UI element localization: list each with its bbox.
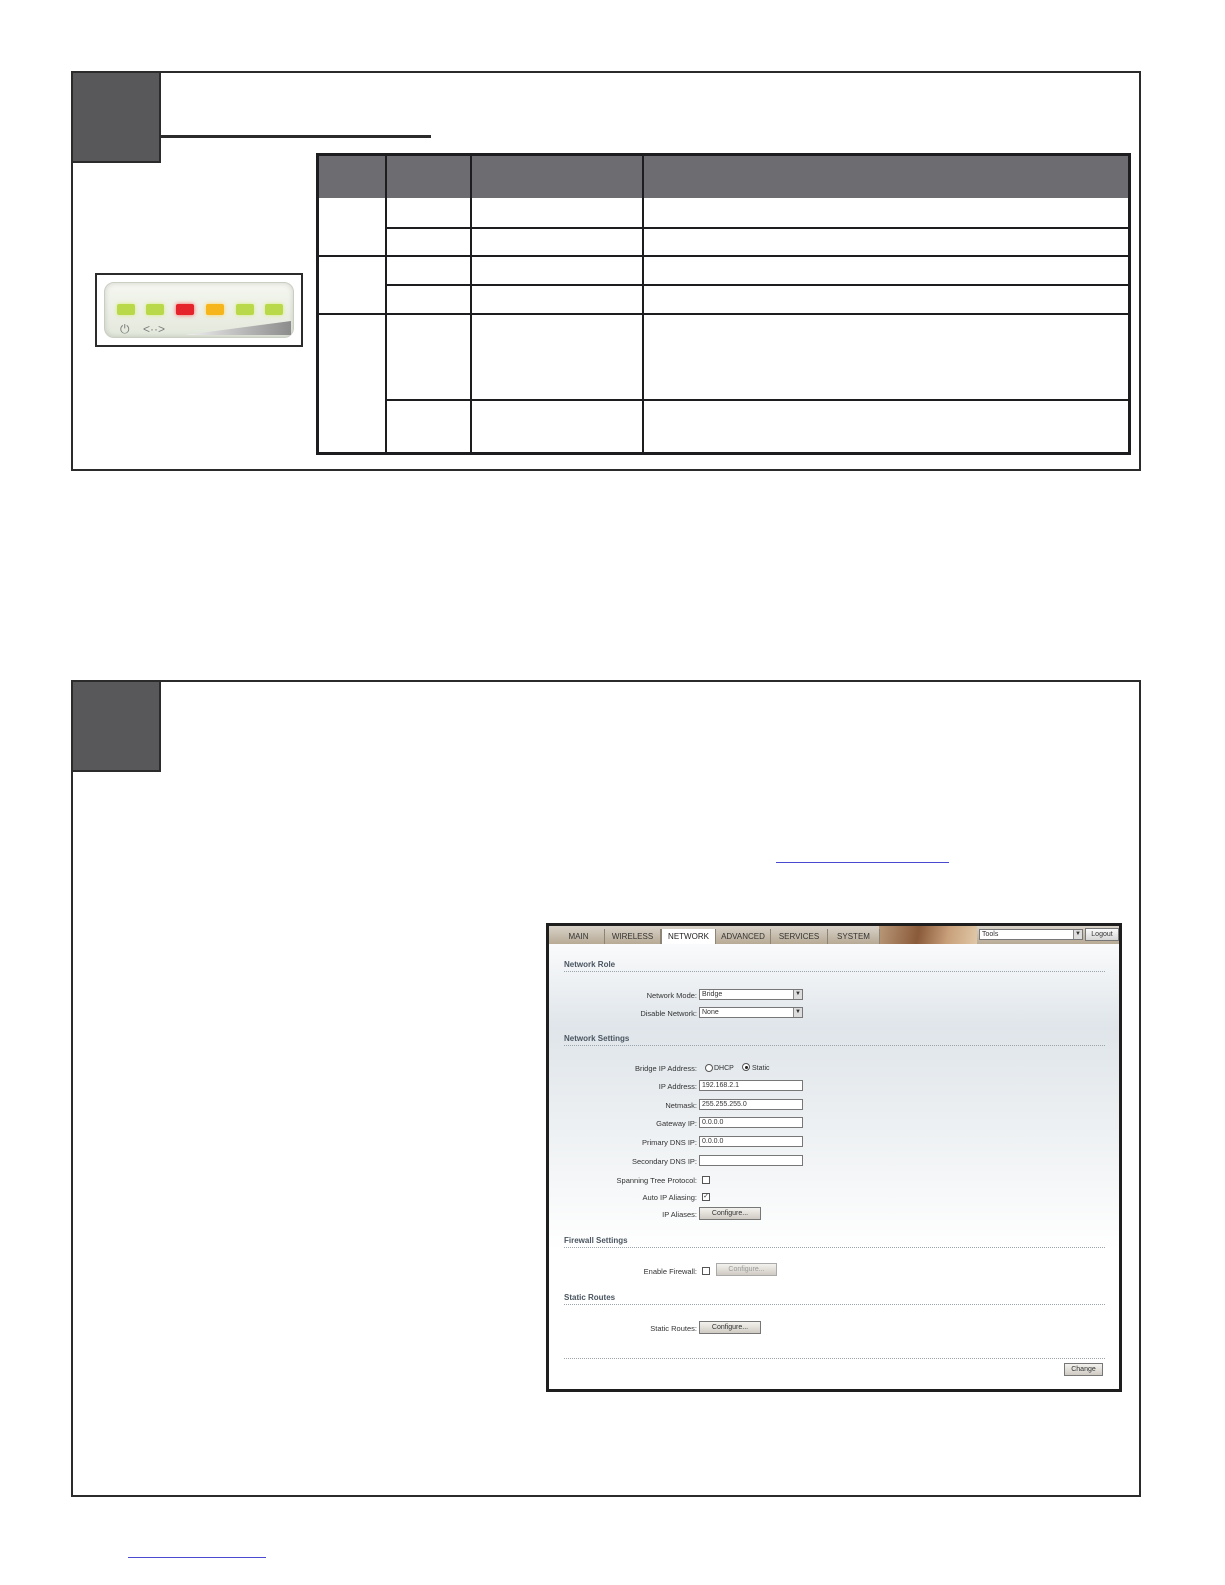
tab-main[interactable]: MAIN xyxy=(553,929,605,944)
enable-firewall-checkbox[interactable] xyxy=(702,1267,710,1275)
auto-ip-aliasing-checkbox[interactable]: ✓ xyxy=(703,1193,709,1200)
section-divider xyxy=(564,1045,1105,1046)
netmask-input[interactable]: 255.255.255.0 xyxy=(699,1099,803,1110)
tab-services[interactable]: SERVICES xyxy=(771,929,828,944)
bridge-ip-label: Bridge IP Address: xyxy=(635,1064,697,1073)
signal-strength-icon xyxy=(185,321,291,335)
primary-dns-input[interactable]: 0.0.0.0 xyxy=(699,1136,803,1147)
change-button[interactable]: Change xyxy=(1064,1363,1103,1376)
network-mode-label: Network Mode: xyxy=(646,991,697,1000)
step-badge xyxy=(71,680,161,772)
tab-network[interactable]: NETWORK xyxy=(661,929,716,944)
tab-system[interactable]: SYSTEM xyxy=(828,929,880,944)
logout-button[interactable]: Logout xyxy=(1085,928,1119,941)
table-row-divider xyxy=(385,399,1128,401)
section-divider xyxy=(564,1247,1105,1248)
primary-dns-label: Primary DNS IP: xyxy=(641,1138,697,1147)
ip-aliases-label: IP Aliases: xyxy=(662,1210,697,1219)
network-settings-screenshot xyxy=(546,923,1122,1392)
table-divider xyxy=(385,156,387,452)
section-network-settings: Network Settings xyxy=(564,1034,630,1043)
static-routes-configure-button[interactable]: Configure... xyxy=(699,1321,761,1334)
disable-network-select[interactable] xyxy=(699,1007,803,1018)
section-divider xyxy=(564,1304,1105,1305)
enable-firewall-label: Enable Firewall: xyxy=(643,1267,697,1276)
disable-network-label: Disable Network: xyxy=(640,1009,697,1018)
chevron-down-icon: ▼ xyxy=(1073,930,1082,939)
section-static-routes: Static Routes xyxy=(564,1293,616,1302)
network-mode-value: Bridge xyxy=(702,991,723,998)
section-divider xyxy=(564,971,1105,972)
led-signal-3 xyxy=(236,304,254,315)
step-badge xyxy=(71,71,161,163)
tools-select[interactable] xyxy=(979,929,1083,940)
led-device-image xyxy=(95,273,303,347)
hyperlink-underline[interactable] xyxy=(776,862,949,863)
led-signal-2 xyxy=(206,304,224,315)
network-mode-select[interactable] xyxy=(699,989,803,1000)
table-header xyxy=(319,156,1128,198)
led-description-table xyxy=(316,153,1131,455)
auto-ip-aliasing-label: Auto IP Aliasing: xyxy=(642,1193,697,1202)
header-artwork xyxy=(879,926,977,944)
static-radio[interactable] xyxy=(742,1063,750,1071)
ip-address-label: IP Address: xyxy=(658,1082,697,1091)
tab-advanced[interactable]: ADVANCED xyxy=(716,929,771,944)
tools-select-value: Tools xyxy=(982,931,999,938)
table-row-divider xyxy=(319,313,1128,315)
secondary-dns-input[interactable] xyxy=(699,1155,803,1166)
secondary-dns-label: Secondary DNS IP: xyxy=(631,1157,697,1166)
static-routes-label: Static Routes: xyxy=(650,1324,697,1333)
section-network-role: Network Role xyxy=(564,960,616,969)
firewall-configure-button[interactable]: Configure... xyxy=(716,1263,777,1276)
led-status-panel xyxy=(71,71,1141,471)
table-row-divider xyxy=(319,255,1128,257)
ip-address-input[interactable]: 192.168.2.1 xyxy=(699,1080,803,1091)
disable-network-value: None xyxy=(702,1009,719,1016)
spanning-tree-label: Spanning Tree Protocol: xyxy=(616,1176,697,1185)
ip-aliases-configure-button[interactable]: Configure... xyxy=(699,1207,761,1220)
table-row-divider xyxy=(385,227,1128,229)
spanning-tree-checkbox[interactable] xyxy=(702,1176,710,1184)
power-icon: ⏻ xyxy=(120,322,130,336)
chevron-down-icon: ▼ xyxy=(793,1008,802,1017)
table-row-divider xyxy=(385,284,1128,286)
table-divider xyxy=(470,156,472,452)
gateway-ip-label: Gateway IP: xyxy=(656,1119,697,1128)
footer-divider xyxy=(564,1358,1105,1359)
table-divider xyxy=(642,156,644,452)
netmask-label: Netmask: xyxy=(665,1101,697,1110)
gateway-ip-input[interactable]: 0.0.0.0 xyxy=(699,1117,803,1128)
led-signal-1 xyxy=(176,304,194,315)
tab-wireless[interactable]: WIRELESS xyxy=(605,929,661,944)
dhcp-radio[interactable] xyxy=(705,1064,713,1072)
ethernet-link-icon: <··> xyxy=(143,322,166,336)
chevron-down-icon: ▼ xyxy=(793,990,802,999)
section-firewall-settings: Firewall Settings xyxy=(564,1236,628,1245)
led-ethernet xyxy=(146,304,164,315)
led-signal-4 xyxy=(265,304,283,315)
heading-underline xyxy=(161,135,431,138)
dhcp-radio-label: DHCP xyxy=(714,1065,734,1072)
led-bezel xyxy=(104,282,294,338)
tab-bar xyxy=(549,926,1119,944)
footer-link-underline[interactable] xyxy=(128,1557,266,1558)
led-power xyxy=(117,304,135,315)
static-radio-label: Static xyxy=(752,1065,770,1072)
